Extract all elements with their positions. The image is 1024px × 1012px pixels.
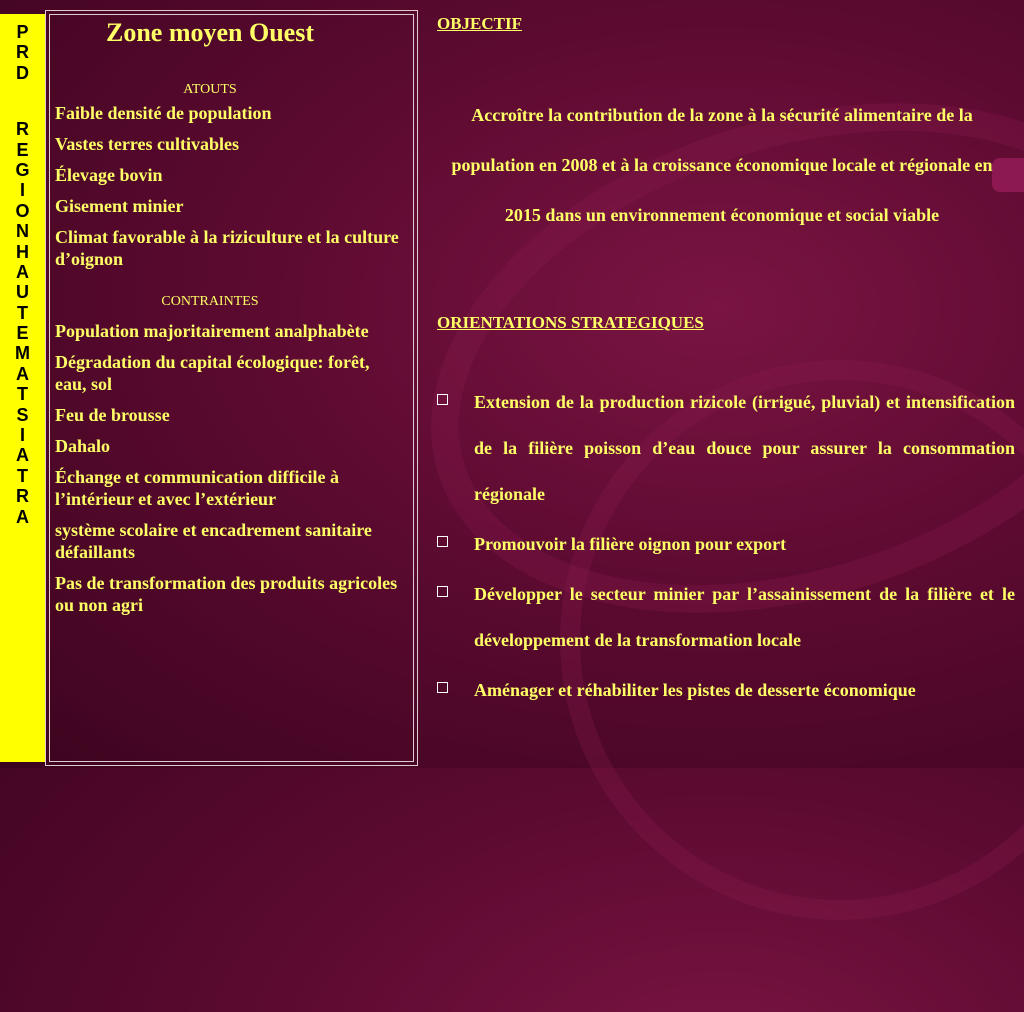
sidebar-letter: A — [16, 445, 29, 466]
atouts-list — [55, 102, 405, 279]
sidebar-letter: I — [19, 180, 25, 201]
orientation-item — [437, 667, 1015, 713]
sidebar-letter: U — [16, 282, 29, 303]
atout-item: Faible densité de population — [55, 103, 272, 123]
contrainte-item: Population majoritairement analphabète — [55, 321, 369, 341]
contraintes-list — [55, 320, 405, 625]
contrainte-item: Feu de brousse — [55, 405, 170, 425]
sidebar-letter: T — [17, 465, 28, 486]
atout-item: Élevage bovin — [55, 165, 163, 185]
contrainte-item: Échange et communication difficile à l’intérieur et avec l’extérieur — [55, 467, 339, 509]
atouts-label: ATOUTS — [183, 82, 237, 97]
orientation-text: Développer le secteur minier par l’assainissement de la filière et le développement de la transformation locale — [474, 584, 1015, 650]
sidebar-letter: A — [16, 261, 29, 282]
orientation-item — [437, 379, 1015, 517]
orientation-text: Aménager et réhabiliter les pistes de desserte économique — [474, 680, 916, 700]
atout-item: Gisement minier — [55, 196, 184, 216]
sidebar-letter: A — [16, 363, 29, 384]
checkbox-bullet-icon — [437, 394, 448, 405]
contrainte-item: système scolaire et encadrement sanitaire défaillants — [55, 520, 372, 562]
sidebar-letter: T — [17, 384, 28, 405]
atout-item: Climat favorable à la riziculture et la culture d’oignon — [55, 227, 399, 269]
sidebar-letter: S — [16, 404, 29, 425]
checkbox-bullet-icon — [437, 536, 448, 547]
sidebar-letter: M — [15, 343, 30, 364]
orientation-text: Extension de la production rizicole (irrigué, pluvial) et intensification de la filière poisson d’eau douce pour assurer la consommation régionale — [474, 392, 1015, 504]
sidebar-letter: E — [16, 139, 29, 160]
sidebar-letter: R — [16, 119, 29, 140]
contrainte-item: Dahalo — [55, 436, 111, 456]
objectif-section — [437, 14, 1015, 240]
objectif-heading: OBJECTIF — [437, 14, 523, 33]
sidebar-letter: N — [16, 221, 29, 242]
sidebar-letter: E — [16, 323, 29, 344]
sidebar-letter: D — [16, 62, 29, 83]
sidebar-letter: P — [16, 22, 29, 42]
vertical-title-bar — [0, 14, 45, 762]
orientation-text: Promouvoir la filière oignon pour export — [474, 534, 787, 554]
orientations-section — [437, 313, 1015, 717]
sidebar-letter: I — [19, 425, 25, 446]
objectif-text: Accroître la contribution de la zone à la sécurité alimentaire de la population en 2008 et à la croissance économique locale et régionale en 2015 dans un environnement économique et social viable — [451, 105, 993, 225]
orientation-item — [437, 521, 1015, 567]
contraintes-label: CONTRAINTES — [161, 294, 259, 309]
zone-title: Zone moyen Ouest — [106, 18, 314, 47]
sidebar-letter: H — [16, 241, 29, 262]
sidebar-letter: A — [16, 506, 29, 527]
sidebar-letter: R — [16, 486, 29, 507]
sidebar-letter: R — [16, 42, 29, 63]
orientation-item — [437, 571, 1015, 663]
sidebar-letter: T — [17, 302, 28, 323]
checkbox-bullet-icon — [437, 586, 448, 597]
contrainte-item: Pas de transformation des produits agricoles ou non agri — [55, 573, 398, 615]
atout-item: Vastes terres cultivables — [55, 134, 239, 154]
checkbox-bullet-icon — [437, 682, 448, 693]
sidebar-letter: G — [15, 159, 30, 180]
contrainte-item: Dégradation du capital écologique: forêt, eau, sol — [55, 352, 370, 394]
orientations-heading: ORIENTATIONS STRATEGIQUES — [437, 313, 704, 332]
sidebar-letter: O — [15, 200, 30, 221]
orientations-list — [437, 379, 1015, 713]
